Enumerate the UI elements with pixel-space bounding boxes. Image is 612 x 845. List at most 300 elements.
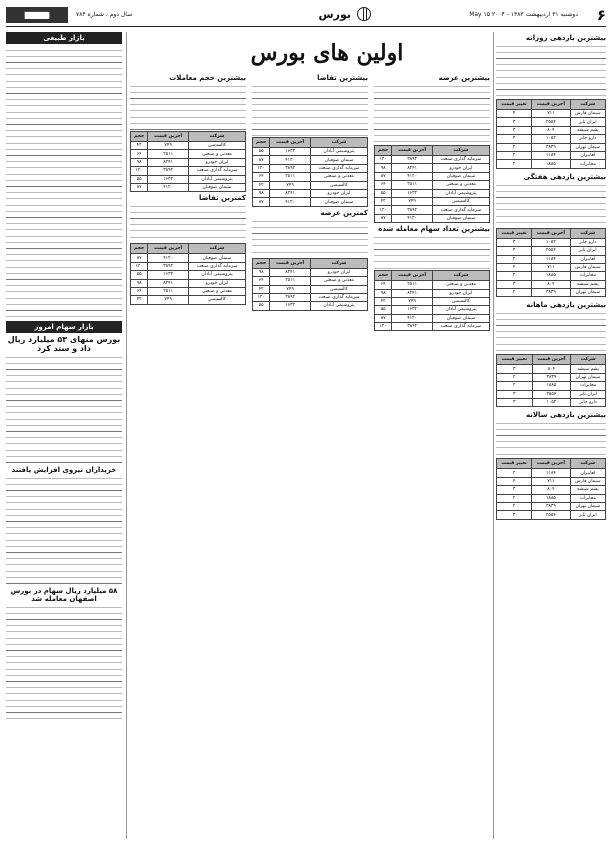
table-cell: ۸۲۴۱ bbox=[148, 158, 189, 166]
table-row bbox=[497, 238, 606, 246]
table-row bbox=[375, 281, 490, 289]
table-row bbox=[497, 272, 606, 280]
table-header-cell: آخرین قیمت bbox=[532, 355, 571, 365]
table-cell: ۲ bbox=[497, 494, 532, 502]
table-cell: سرمایه گذاری صنعت bbox=[432, 323, 489, 331]
table-cell: کالسیمین bbox=[432, 197, 489, 205]
table-cell: ۴۱۲۰ bbox=[270, 156, 311, 164]
table-cell: سرمایه گذاری صنعت bbox=[310, 164, 367, 172]
table-header-cell: حجم bbox=[375, 271, 392, 281]
table-row bbox=[253, 302, 368, 310]
table-cell: ۶۴ bbox=[375, 181, 392, 189]
stock-table bbox=[252, 258, 368, 311]
table-cell: ۲ bbox=[497, 272, 532, 280]
table-row bbox=[497, 247, 606, 255]
table-cell: سرمایه گذاری صنعت bbox=[432, 156, 489, 164]
table-row bbox=[253, 138, 368, 148]
table-cell: سرمایه گذاری صنعت bbox=[188, 167, 245, 175]
table-cell: سیمان صوفیان bbox=[432, 214, 489, 222]
table-row bbox=[497, 469, 606, 477]
page-headline: اولین های بورس bbox=[250, 40, 404, 66]
table-header-cell: شرکت bbox=[310, 138, 367, 148]
table-cell: ۱۸۸۵ bbox=[532, 494, 570, 502]
table-row bbox=[131, 279, 246, 287]
table-cell: ۸۰۴ bbox=[532, 365, 571, 373]
table-row bbox=[375, 197, 490, 205]
table-cell: ۷۱۱ bbox=[532, 477, 570, 485]
table-cell: ۷۴۹ bbox=[148, 142, 189, 150]
table-cell: ۷۴۹ bbox=[392, 197, 433, 205]
section-heading: کمترین تقاضا bbox=[198, 194, 246, 203]
table-row bbox=[375, 214, 490, 222]
table-header-cell: تغییر قیمت bbox=[497, 459, 532, 469]
table-cell: ۴۱۲۰ bbox=[392, 314, 433, 322]
table-cell: پتروشیمی آبادان bbox=[310, 302, 367, 310]
article-text bbox=[6, 47, 122, 317]
table-cell: ۸۲۴۱ bbox=[392, 164, 433, 172]
table-row bbox=[375, 156, 490, 164]
table-row bbox=[131, 254, 246, 262]
table-cell: پتروشیمی آبادان bbox=[310, 148, 367, 156]
table-cell: ایران خودرو bbox=[432, 164, 489, 172]
table-header-cell: شرکت bbox=[432, 146, 489, 156]
table-cell: ۴ bbox=[497, 477, 532, 485]
table-cell: ۱۲۰ bbox=[375, 323, 392, 331]
table-cell: ۸۰۴ bbox=[532, 280, 570, 288]
table-header-cell: آخرین قیمت bbox=[270, 138, 311, 148]
table-header-cell: تغییر قیمت bbox=[497, 228, 532, 238]
stock-table bbox=[496, 99, 606, 169]
table-cell: ایران تایر bbox=[570, 511, 605, 519]
table-cell: ۳۸۹۲ bbox=[392, 323, 433, 331]
table-cell: ۳۸۳۹ bbox=[532, 502, 570, 510]
table-row bbox=[375, 314, 490, 322]
table-cell: ۴۲ bbox=[375, 297, 392, 305]
table-cell: ۳ bbox=[497, 247, 532, 255]
table-cell: دارو جابر bbox=[570, 238, 605, 246]
table-cell: ۲۵۱۱ bbox=[392, 281, 433, 289]
table-row bbox=[253, 198, 368, 206]
table-row bbox=[497, 135, 606, 143]
table-row bbox=[497, 100, 606, 110]
table-cell: کالسیمین bbox=[310, 181, 367, 189]
table-cell: ۳۸۹۲ bbox=[148, 167, 189, 175]
table-header-cell: شرکت bbox=[310, 258, 367, 268]
table-cell: ۳۸۹۲ bbox=[392, 206, 433, 214]
table-row bbox=[253, 164, 368, 172]
table-cell: ۵۵ bbox=[375, 189, 392, 197]
table-cell: ۸۰۴ bbox=[532, 486, 570, 494]
stock-table bbox=[252, 137, 368, 207]
table-header-cell: آخرین قیمت bbox=[392, 146, 433, 156]
table-cell: ۲۵۱۱ bbox=[148, 150, 189, 158]
table-cell: ۴۲ bbox=[375, 197, 392, 205]
table-cell: ۳۸۹۲ bbox=[148, 262, 189, 270]
newspaper-logo: ▆▆▆▆ bbox=[6, 7, 68, 23]
table-cell: ۱۶۳۲ bbox=[392, 189, 433, 197]
table-cell: ۲ bbox=[497, 289, 532, 297]
table-row bbox=[131, 142, 246, 150]
table-cell: ۱۰۵۲ bbox=[532, 238, 570, 246]
table-cell: ۸۷ bbox=[375, 172, 392, 180]
table-row bbox=[375, 289, 490, 297]
table-row bbox=[497, 228, 606, 238]
globe-icon bbox=[357, 7, 371, 21]
stock-table bbox=[374, 145, 490, 223]
table-cell: ۱۶۳۲ bbox=[270, 148, 311, 156]
table-cell: ۸۷ bbox=[375, 314, 392, 322]
table-row bbox=[497, 373, 606, 381]
table-header-cell: حجم bbox=[131, 244, 148, 254]
table-cell: مخابرات bbox=[570, 272, 605, 280]
article-text bbox=[496, 310, 606, 354]
table-cell: ۴۱۲۰ bbox=[270, 198, 311, 206]
table-cell: ۲ bbox=[497, 255, 532, 263]
table-cell: ۴۱۲۰ bbox=[392, 214, 433, 222]
table-cell: ۱۸۸۵ bbox=[532, 272, 570, 280]
table-header-cell: آخرین قیمت bbox=[532, 228, 570, 238]
table-row bbox=[497, 118, 606, 126]
table-cell: ۳ bbox=[497, 118, 532, 126]
table-row bbox=[253, 148, 368, 156]
section-heading: بیشترین بازدهی ماهانه bbox=[526, 301, 606, 310]
table-cell: ۱۲۰ bbox=[375, 206, 392, 214]
table-row bbox=[497, 494, 606, 502]
table-row bbox=[253, 268, 368, 276]
table-cell: ۸۲۴۱ bbox=[270, 268, 311, 276]
article-text bbox=[496, 420, 606, 458]
table-cell: ۳ bbox=[497, 486, 532, 494]
table-cell: ایران خودرو bbox=[310, 268, 367, 276]
table-row bbox=[497, 289, 606, 297]
table-cell: ۸۷ bbox=[375, 214, 392, 222]
table-cell: ۹۸ bbox=[131, 158, 148, 166]
table-header-cell: تغییر قیمت bbox=[497, 100, 532, 110]
table-cell: سیمان فارس bbox=[570, 110, 605, 118]
table-cell: ایران خودرو bbox=[188, 279, 245, 287]
table-cell: ۱۶۳۲ bbox=[148, 271, 189, 279]
table-row bbox=[497, 399, 606, 407]
table-cell: ۴ bbox=[497, 110, 532, 118]
table-row bbox=[375, 172, 490, 180]
masthead bbox=[6, 6, 606, 27]
table-cell: ایران تایر bbox=[570, 247, 605, 255]
table-cell: ۳ bbox=[497, 365, 533, 373]
table-cell: ۳۸۳۹ bbox=[532, 289, 570, 297]
table-row bbox=[131, 183, 246, 191]
table-cell: ۱۲۰ bbox=[375, 156, 392, 164]
table-cell: سرمایه گذاری صنعت bbox=[188, 262, 245, 270]
table-header-cell: حجم bbox=[253, 138, 270, 148]
table-cell: پشم شیشه bbox=[570, 126, 605, 134]
section-heading: بیشترین بازدهی هفتگی bbox=[523, 172, 606, 181]
table-cell: معدنی و صنعتی bbox=[310, 173, 367, 181]
table-cell: ایران تایر bbox=[571, 390, 606, 398]
article-text bbox=[6, 604, 122, 724]
article-text bbox=[374, 234, 490, 270]
table-cell: ایران تایر bbox=[570, 118, 605, 126]
table-cell: ۸۷ bbox=[131, 183, 148, 191]
table-cell: ۳ bbox=[497, 390, 533, 398]
table-cell: ۱۱۸۴ bbox=[532, 255, 570, 263]
table-row bbox=[497, 160, 606, 168]
table-header-cell: شرکت bbox=[432, 271, 489, 281]
table-row bbox=[497, 459, 606, 469]
sub-column bbox=[252, 72, 368, 331]
table-row bbox=[497, 255, 606, 263]
table-cell: ۷۴۹ bbox=[148, 296, 189, 304]
table-header-cell: آخرین قیمت bbox=[532, 100, 570, 110]
section-heading: کمترین عرضه bbox=[320, 208, 368, 217]
table-cell: ۸۰۴ bbox=[532, 126, 570, 134]
table-cell: ۱۶۳۲ bbox=[270, 302, 311, 310]
stock-table bbox=[496, 458, 606, 519]
right-column bbox=[496, 32, 606, 839]
section-heading: بیشترین تعداد سهام معامله شده bbox=[378, 225, 490, 234]
table-row bbox=[131, 296, 246, 304]
table-cell: کالسیمین bbox=[188, 142, 245, 150]
stock-table bbox=[496, 354, 606, 407]
table-cell: ۹۸ bbox=[375, 289, 392, 297]
table-cell: پتروشیمی آبادان bbox=[188, 271, 245, 279]
table-cell: ۶۴ bbox=[375, 281, 392, 289]
table-cell: ۶۴ bbox=[253, 277, 270, 285]
sub-column bbox=[130, 72, 246, 331]
table-header-cell: حجم bbox=[253, 258, 270, 268]
table-cell: سرمایه گذاری صنعت bbox=[310, 293, 367, 301]
table-cell: ۲۵۱۱ bbox=[148, 287, 189, 295]
table-row bbox=[497, 263, 606, 271]
table-cell: ۲ bbox=[497, 382, 533, 390]
table-row bbox=[375, 146, 490, 156]
table-cell: ۹۸ bbox=[253, 189, 270, 197]
table-row bbox=[375, 206, 490, 214]
table-cell: ۲۵۵۴ bbox=[532, 247, 570, 255]
table-row bbox=[131, 132, 246, 142]
table-cell: ۲۵۱۱ bbox=[270, 173, 311, 181]
table-cell: ۸۷ bbox=[131, 254, 148, 262]
box-heading: بازار سهام امروز bbox=[6, 321, 122, 333]
table-cell: ۱۶۳۲ bbox=[392, 306, 433, 314]
table-header-cell: حجم bbox=[131, 132, 148, 142]
table-cell: ۱۸۸۵ bbox=[532, 382, 571, 390]
table-row bbox=[131, 175, 246, 183]
table-row bbox=[497, 110, 606, 118]
table-cell: معدنی و صنعتی bbox=[188, 150, 245, 158]
table-header-cell: آخرین قیمت bbox=[270, 258, 311, 268]
table-cell: ۴۱۲۰ bbox=[148, 183, 189, 191]
table-header-cell: شرکت bbox=[188, 132, 245, 142]
table-cell: ۳۸۳۹ bbox=[532, 373, 571, 381]
table-cell: ۳ bbox=[497, 126, 532, 134]
section-title: بورس bbox=[318, 8, 351, 21]
table-cell: ایران خودرو bbox=[310, 189, 367, 197]
table-row bbox=[253, 258, 368, 268]
stock-table bbox=[130, 131, 246, 192]
table-row bbox=[375, 164, 490, 172]
table-cell: ۲ bbox=[497, 469, 532, 477]
stock-table bbox=[374, 270, 490, 331]
table-cell: پتروشیمی آبادان bbox=[432, 189, 489, 197]
table-cell: مخابرات bbox=[571, 382, 606, 390]
table-cell: ۸۲۴۱ bbox=[392, 289, 433, 297]
table-cell: ۱۲۰ bbox=[131, 262, 148, 270]
table-cell: ۱۰۵۲ bbox=[532, 399, 571, 407]
table-cell: ۱۱۸۴ bbox=[532, 469, 570, 477]
table-cell: ۴۱۲۰ bbox=[148, 254, 189, 262]
table-cell: ۸۷ bbox=[253, 156, 270, 164]
table-cell: ۶۴ bbox=[253, 173, 270, 181]
table-cell: کالسیمین bbox=[432, 297, 489, 305]
section-heading: بیشترین تقاضا bbox=[317, 74, 368, 82]
article-text bbox=[6, 354, 122, 464]
table-row bbox=[375, 271, 490, 281]
issue-date: دوشنبه ۳۱ اردیبهشت ۱۳۸۳ - ۲۰۰۴ May ۱۵ bbox=[469, 11, 578, 18]
table-cell: ۲۵۵۴ bbox=[532, 511, 570, 519]
table-cell: ۲۵۱۱ bbox=[392, 181, 433, 189]
table-row bbox=[375, 181, 490, 189]
table-cell: ۵۵ bbox=[253, 302, 270, 310]
table-cell: ۴۲ bbox=[253, 181, 270, 189]
table-cell: ۹۸ bbox=[375, 164, 392, 172]
table-row bbox=[131, 244, 246, 254]
table-row bbox=[131, 150, 246, 158]
table-cell: سیمان تهران bbox=[570, 289, 605, 297]
table-row bbox=[375, 323, 490, 331]
table-cell: ۹۸ bbox=[253, 268, 270, 276]
table-cell: دارو جابر bbox=[570, 135, 605, 143]
table-cell: مخابرات bbox=[570, 160, 605, 168]
table-row bbox=[131, 271, 246, 279]
table-cell: لعابیران bbox=[570, 469, 605, 477]
table-header-cell: تغییر قیمت bbox=[497, 355, 533, 365]
table-cell: ۱۶۳۲ bbox=[148, 175, 189, 183]
table-cell: ۳ bbox=[497, 399, 533, 407]
table-cell: ۳۸۹۲ bbox=[270, 164, 311, 172]
table-row bbox=[253, 285, 368, 293]
table-cell: ۹۸ bbox=[131, 279, 148, 287]
table-header-cell: شرکت bbox=[188, 244, 245, 254]
table-cell: سیمان صوفیان bbox=[310, 156, 367, 164]
sub-column bbox=[374, 72, 490, 331]
table-cell: ۷۴۹ bbox=[270, 285, 311, 293]
table-cell: ۶۴ bbox=[131, 150, 148, 158]
table-cell: ۱۲۰ bbox=[131, 167, 148, 175]
article-text bbox=[252, 83, 368, 137]
table-cell: سیمان تهران bbox=[571, 373, 606, 381]
headline: خریداران نیروی افزایش یافتند bbox=[11, 466, 117, 474]
table-row bbox=[131, 167, 246, 175]
table-row bbox=[375, 189, 490, 197]
table-cell: پشم شیشه bbox=[570, 280, 605, 288]
table-cell: سیمان فارس bbox=[570, 477, 605, 485]
table-cell: ۲ bbox=[497, 502, 532, 510]
table-row bbox=[253, 173, 368, 181]
table-cell: ۸۲۴۱ bbox=[270, 189, 311, 197]
table-cell: کالسیمین bbox=[188, 296, 245, 304]
table-cell: ۲۵۵۴ bbox=[532, 390, 571, 398]
box-heading: بازار طبیعی bbox=[6, 32, 122, 44]
section-heading: بیشترین عرضه bbox=[438, 74, 490, 82]
table-row bbox=[497, 502, 606, 510]
table-cell: ۲۵۵۴ bbox=[532, 118, 570, 126]
table-header-cell: شرکت bbox=[571, 355, 606, 365]
article-text bbox=[6, 475, 122, 585]
table-cell: ۴۱۲۰ bbox=[392, 172, 433, 180]
table-cell: ایران خودرو bbox=[432, 289, 489, 297]
article-text bbox=[374, 83, 490, 145]
table-cell: معدنی و صنعتی bbox=[188, 287, 245, 295]
table-cell: کالسیمین bbox=[310, 285, 367, 293]
table-cell: ۳ bbox=[497, 511, 532, 519]
article-text bbox=[496, 182, 606, 228]
table-cell: ۴۲ bbox=[131, 296, 148, 304]
table-row bbox=[253, 181, 368, 189]
table-row bbox=[497, 390, 606, 398]
table-row bbox=[497, 126, 606, 134]
left-column bbox=[6, 32, 122, 839]
table-cell: لعابیران bbox=[570, 151, 605, 159]
table-cell: ۵۵ bbox=[253, 148, 270, 156]
table-cell: ۴۲ bbox=[131, 142, 148, 150]
table-cell: ۳ bbox=[497, 238, 532, 246]
table-cell: ۲ bbox=[497, 373, 533, 381]
table-row bbox=[253, 156, 368, 164]
table-cell: سرمایه گذاری صنعت bbox=[432, 206, 489, 214]
table-cell: ۸۷ bbox=[253, 198, 270, 206]
table-row bbox=[375, 306, 490, 314]
table-row bbox=[253, 277, 368, 285]
table-cell: پشم شیشه bbox=[571, 365, 606, 373]
table-cell: ۷۱۱ bbox=[532, 263, 570, 271]
table-row bbox=[497, 151, 606, 159]
table-cell: پتروشیمی آبادان bbox=[432, 306, 489, 314]
table-row bbox=[497, 382, 606, 390]
table-cell: ۳ bbox=[497, 280, 532, 288]
table-cell: ۸۲۴۱ bbox=[148, 279, 189, 287]
page-number: ۶ bbox=[596, 6, 606, 24]
table-cell: دارو جابر bbox=[571, 399, 606, 407]
headline: بورس منهای ۵۳ میلیارد ریال داد و ستد کرد bbox=[7, 335, 121, 353]
section-heading: بیشترین بازدهی سالانه bbox=[525, 411, 606, 420]
table-cell: ۲۵۱۱ bbox=[270, 277, 311, 285]
table-row bbox=[497, 355, 606, 365]
table-cell: سیمان صوفیان bbox=[310, 198, 367, 206]
table-cell: سیمان صوفیان bbox=[188, 254, 245, 262]
table-cell: ۳۸۳۹ bbox=[532, 143, 570, 151]
headline: ۵۸ میلیارد ریال سهام در بورس اصفهان معامله شد bbox=[10, 587, 118, 603]
table-cell: پشم شیشه bbox=[570, 486, 605, 494]
table-cell: سیمان صوفیان bbox=[432, 172, 489, 180]
table-row bbox=[497, 486, 606, 494]
section-heading: بیشترین حجم معاملات bbox=[169, 74, 246, 82]
issue-number: سال دوم ، شماره ۷۸۴ bbox=[76, 11, 133, 18]
table-cell: ۱۰۵۲ bbox=[532, 135, 570, 143]
table-cell: ایران خودرو bbox=[188, 158, 245, 166]
article-text bbox=[130, 203, 246, 243]
table-header-cell: آخرین قیمت bbox=[148, 244, 189, 254]
table-cell: سیمان تهران bbox=[570, 143, 605, 151]
table-cell: معدنی و صنعتی bbox=[432, 281, 489, 289]
article-text bbox=[496, 43, 606, 99]
table-row bbox=[253, 293, 368, 301]
table-cell: ۷۴۹ bbox=[392, 297, 433, 305]
table-row bbox=[497, 280, 606, 288]
table-cell: ۴ bbox=[497, 263, 532, 271]
table-cell: سیمان فارس bbox=[570, 263, 605, 271]
table-cell: ۷۱۱ bbox=[532, 110, 570, 118]
table-row bbox=[131, 262, 246, 270]
